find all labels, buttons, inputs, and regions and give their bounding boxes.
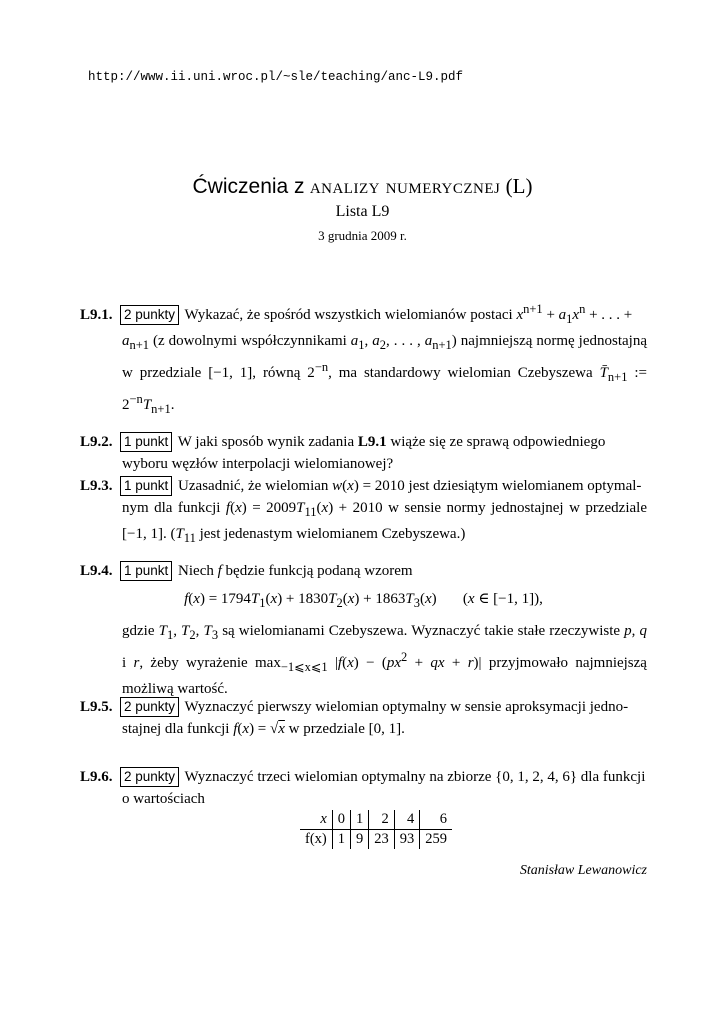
page-date: 3 grudnia 2009 r.	[318, 228, 407, 243]
problem-l9-6: L9.6. 2 punkty Wyznaczyć trzeci wielomian optymalny na zbiorze {0, 1, 2, 4, 6} dla funkcji o wartościach x 0 1 2 4 6 f(x) 1 9 23 93 259	[80, 766, 647, 849]
points-badge: 2 punkty	[120, 767, 179, 787]
table-cell: 2	[369, 810, 395, 830]
table-cell: 259	[425, 831, 447, 847]
values-table	[300, 810, 452, 849]
problem-l9-2: L9.2. 1 punkt W jaki sposób wynik zadania L9.1 wiąże się ze sprawą odpowiedniego wyboru węzłów interpolacji wielomianowej?	[80, 431, 647, 475]
table-row	[300, 830, 452, 850]
table-cell: 4	[394, 810, 420, 830]
page-title	[0, 174, 725, 199]
problem-label: L9.2.	[80, 434, 113, 450]
problem-label: L9.4.	[80, 563, 113, 579]
problem-l9-5: L9.5. 2 punkty Wyznaczyć pierwszy wielomian optymalny w sensie aproksymacji jedno- stajnej dla funkcji f(x) = √x w przedziale [0, 1].	[80, 696, 647, 740]
points-badge: 2 punkty	[120, 697, 179, 717]
table-header-x: x	[300, 810, 332, 830]
problem-l9-3: L9.3. 1 punkt Uzasadnić, że wielomian w(x) = 2010 jest dziesiątym wielomianem optymal- nym dla funkcji $f(x) = 2009T_{11}(x) + 2010$ w sensie normy jednostajnej w przedziale [−1, 1]. ($T_{11}$ jest jedenastym wielomianem Czebyszewa.)	[80, 475, 647, 549]
table-cell: 23	[369, 830, 395, 850]
title-part3: (L)	[505, 174, 533, 198]
author-name: Stanisław Lewanowicz	[519, 863, 647, 878]
table-cell: 0	[332, 810, 350, 830]
problem-label: L9.5.	[80, 699, 113, 715]
problem-label: L9.3.	[80, 478, 113, 494]
table-cell: 9	[351, 830, 369, 850]
points-badge: 2 punkty	[120, 305, 179, 325]
table-row	[300, 810, 452, 830]
table-header-fx: f(x)	[300, 830, 332, 850]
page-subtitle: Lista L9	[335, 203, 390, 220]
table-cell: 6	[420, 810, 452, 830]
problem-l9-4: L9.4. 1 punkt Niech f będzie funkcją podaną wzorem $f(x) = 1794T_1(x) + 1830T_2(x) + 1863T_3(x)$ (x ∈ [−1, 1]), gdzie $T_1$, $T_2$, $T_3$ są wielomianami Czebyszewa. Wyznaczyć takie stałe rzeczywiste p, q i r, żeby wyrażenie $\max_{-1⩽x⩽1} |f(x) - (px^2$ + qx + r)| przyjmowało najmniejszą możliwą wartość.	[80, 560, 647, 700]
table-cell: 1	[332, 830, 350, 850]
header-url: http://www.ii.uni.wroc.pl/~sle/teaching/anc-L9.pdf	[88, 70, 464, 84]
title-part1: Ćwiczenia z	[192, 175, 305, 198]
points-badge: 1 punkt	[120, 476, 172, 496]
problem-label: L9.1.	[80, 307, 113, 323]
points-badge: 1 punkt	[120, 432, 172, 452]
problem-label: L9.6.	[80, 769, 113, 785]
problem-l9-1: L9.1. 2 punkty Wykazać, że spośród wszystkich wielomianów postaci $x^{n+1} + a_1x^n$ + . . . + $a_{n+1}$ (z dowolnymi współczynnikami $a_1$, $a_2$, . . . , $a_{n+1}$) najmniejszą normę jednostajną w przedziale [−1, 1], równą $2^{-n}$, ma standardowy wielomian Czebyszewa $T̄_{n+1}$ := $2^{-n}T_{n+1}$.	[80, 302, 647, 416]
table-cell: 93	[394, 830, 420, 850]
table-cell: 1	[351, 810, 369, 830]
title-part2: analizy numerycznej	[309, 174, 501, 198]
points-badge: 1 punkt	[120, 561, 172, 581]
